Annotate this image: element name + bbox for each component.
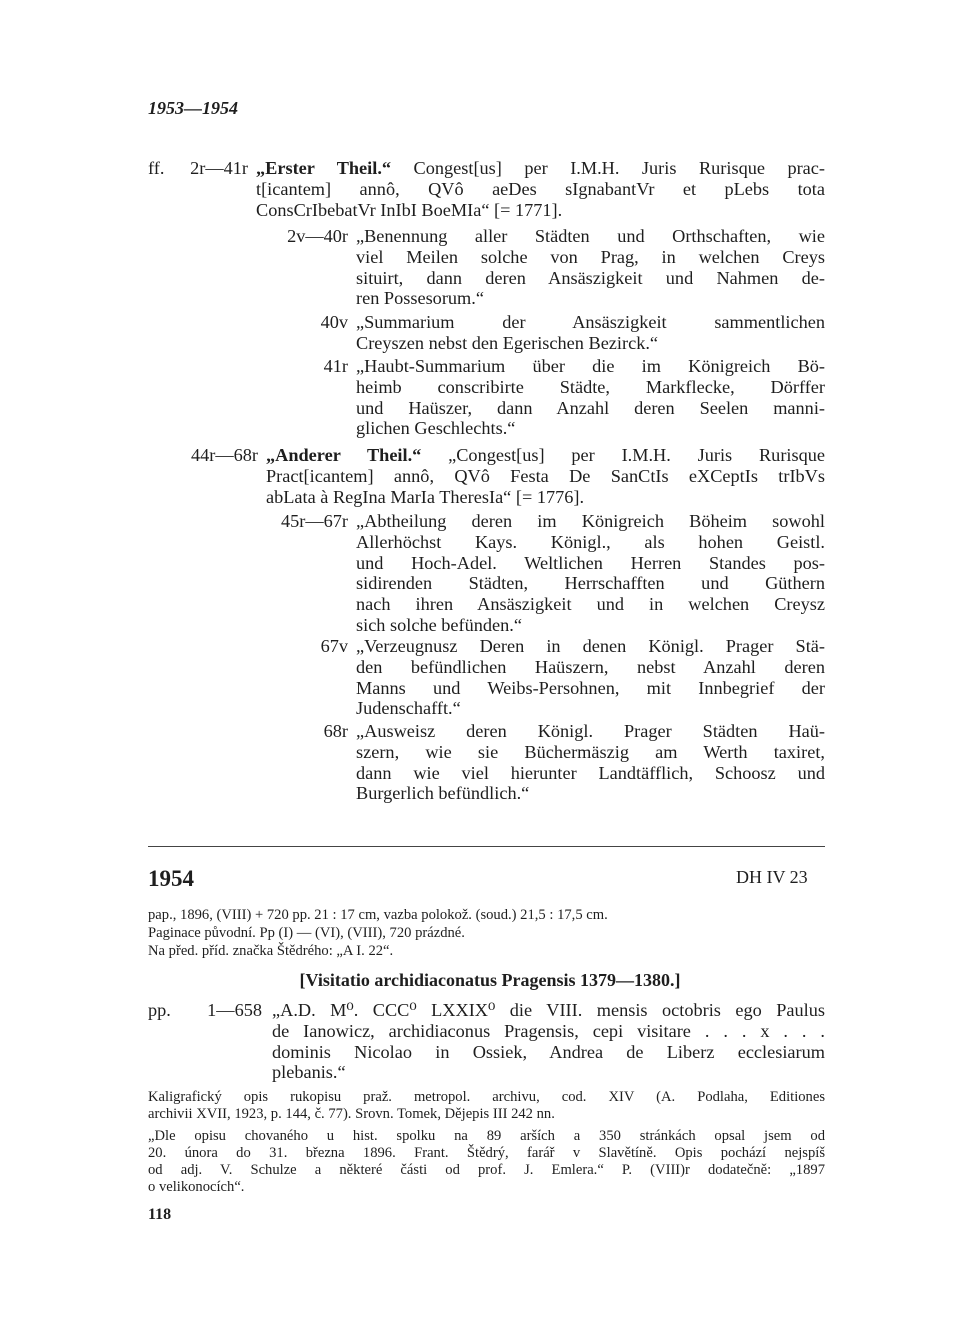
folio-label: 45r—67r [280,511,348,531]
text-line: Kaligrafický opis rukopisu praž. metropol. archivu, cod. XIV (A. Podlaha, Editiones [148,1089,825,1105]
text-line: und Hoch-Adel. Weltlichen Herren Standes pos- [356,552,825,573]
text-line: szern, wie sie Büchermäszig am Werth taxiret, [356,741,825,762]
entry-title: [Visitatio archidiaconatus Pragensis 1379—1380.] [299,970,681,990]
shelf-signature: DH IV 23 [736,867,808,887]
text-line: od adj. V. Schulze a některé části od prof. J. Emlera.“ P. (VIII)r dodatečně: „1897 [148,1161,825,1178]
text-line: t[icantem] annô, QVô aeDes sIgnabantVr et pLebs tota [256,178,825,199]
text-line: „Dle opisu chovaného u hist. spolku na 89 arších a 350 stránkách opsal jsem od [148,1128,825,1144]
text-line: Na před. příd. značka Štědrého: „A I. 22“. [148,942,394,959]
text-line: Creyszen nebst den Egerischen Bezirck.“ [356,332,659,353]
text-line: „Abtheilung deren im Königreich Böheim sowohl [356,511,825,531]
copyist-note [148,1128,825,1196]
folio-text [356,721,825,804]
physical-description [148,907,608,960]
folio-text [256,158,825,220]
text-line: Burgerlich befündlich.“ [356,783,530,804]
folio-label: 44r—68r [190,445,258,465]
text-line: heimb conscribirte Städte, Markflecke, Dörffer [356,376,825,397]
pages-abbrev: pp. [148,1000,171,1020]
incipit-text [272,1000,825,1083]
folio-text [356,636,825,719]
text-line: „Benennung aller Städten und Orthschaften, wie [356,226,825,246]
folio-text [356,356,825,439]
folio-label: 41r [323,356,348,376]
folio-label: 40v [320,312,348,332]
text-line: und Haüszer, dann Anzahl deren Seelen manni- [356,397,825,418]
text-line: ConsCrIbebatVr InIbI BoeMIa“ [= 1771]. [256,199,563,220]
source-note [148,1089,825,1123]
folio-text [356,312,825,354]
text-line: Pract[icantem] annô, QVô Festa De SanCtIs eXCeptIs trIbVs [266,465,825,486]
text-line: „Verzeugnusz Deren in denen Königl. Prager Stä- [356,636,825,656]
text-line: „Ausweisz deren Königl. Prager Städten Haü- [356,721,825,741]
text-line: dominis Nicolao in Ossiek, Andrea de Liberz ecclesiarum [272,1041,825,1062]
text-line: situirt, dann deren Ansäszigkeit und Nahmen de- [356,267,825,288]
text-line: de Ianowicz, archidiaconus Pragensis, cepi visitare . . . x . . . [272,1020,825,1041]
section-divider [148,846,825,847]
text-line: nach ihren Ansäszigkeit und in welchen Creysz [356,594,825,615]
text-line: „Summarium der Ansäszigkeit sammentlichen [356,312,825,332]
folio-text [356,226,825,309]
text-line: ren Possesorum.“ [356,288,484,309]
folio-label: 2r—41r [190,158,248,178]
folio-label: 2v—40r [287,226,348,246]
text-line: sich solche befünden.“ [356,614,522,635]
text-line: glichen Geschlechts.“ [356,418,516,439]
text-line: viel Meilen solche von Prag, in welchen Creys [356,246,825,267]
text-line: abLata à RegIna MarIa TheresIa“ [= 1776]. [266,486,585,507]
text-line: Judenschafft.“ [356,698,461,719]
folio-label: 67v [320,636,348,656]
text-line: „Erster Theil.“ Congest[us] per I.M.H. Juris Rurisque prac- [256,158,825,178]
text-line: Manns und Weibs-Persohnen, mit Innbegrief der [356,677,825,698]
running-head: 1953—1954 [148,98,238,118]
page-range: 1—658 [207,1000,262,1020]
text-line: pap., 1896, (VIII) + 720 pp. 21 : 17 cm, vazba polokož. (soud.) 21,5 : 17,5 cm. [148,907,608,923]
text-line: archivii XVII, 1923, p. 144, č. 77). Srovn. Tomek, Dějepis III 242 nn. [148,1105,555,1122]
text-line: sidirenden Städten, Herrschafften und Güthern [356,573,825,594]
text-line: „Haubt-Summarium über die im Königreich Bö- [356,356,825,376]
text-line: Paginace původní. Pp (I) — (VI), (VIII), 720 prázdné. [148,924,465,941]
entry-number: 1954 [148,866,194,891]
text-line: Allerhöchst Kays. Königl., als hohen Geistl. [356,531,825,552]
text-line: „A.D. M⁰. CCC⁰ LXXIX⁰ die VIII. mensis octobris ego Paulus [272,1000,825,1020]
text-line: 20. února do 31. března 1896. Frant. Štědrý, farář v Slavětíně. Opis pochází nejspíš [148,1144,825,1161]
text-line: plebanis.“ [272,1062,346,1083]
text-line: „Anderer Theil.“ „Congest[us] per I.M.H. Juris Rurisque [266,445,826,465]
text-line: den befündlichen Haüszern, nebst Anzahl deren [356,656,825,677]
folio-text [356,511,825,636]
folio-label: 68r [323,721,348,741]
folio-abbrev: ff. [148,158,165,178]
text-line: o velikonocích“. [148,1178,245,1195]
text-line: dann wie viel hierunter Landtäfflich, Schoosz und [356,762,825,783]
page-number: 118 [148,1206,172,1223]
folio-text [266,445,825,507]
